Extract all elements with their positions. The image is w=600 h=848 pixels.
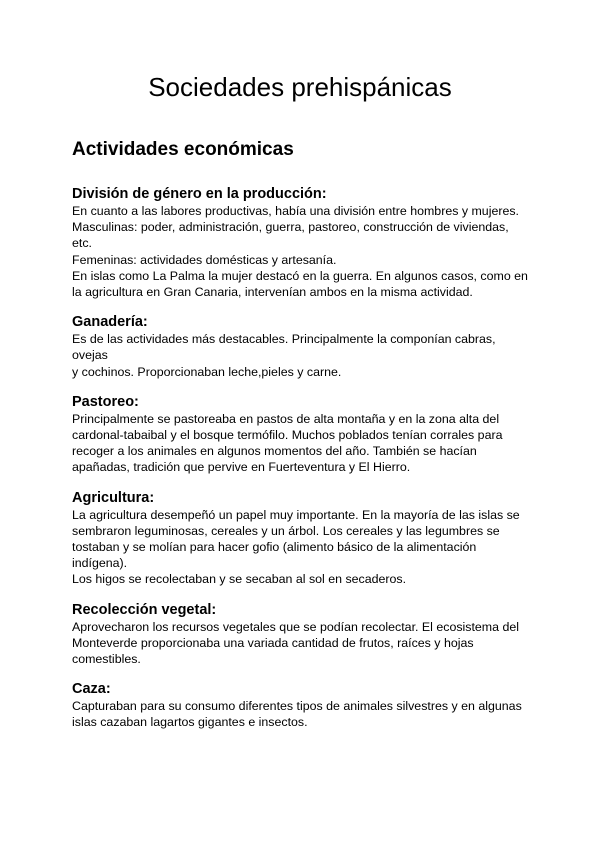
subsection-heading: Agricultura:: [72, 489, 155, 506]
paragraph-line: En islas como La Palma la mujer destacó en la guerra. En algunos casos, como en: [72, 268, 528, 283]
paragraph-line: islas cazaban lagartos gigantes e insectos.: [72, 715, 308, 730]
paragraph-line: apañadas, tradición que pervive en Fuerteventura y El Hierro.: [72, 460, 411, 475]
subsection-heading: Pastoreo:: [72, 393, 139, 410]
paragraph-line: comestibles.: [72, 652, 141, 667]
paragraph-line: y cochinos. Proporcionaban leche,pieles y carne.: [72, 364, 342, 379]
subsection-heading: Caza:: [72, 681, 111, 698]
paragraph-line: En cuanto a las labores productivas, había una división entre hombres y mujeres.: [72, 204, 520, 218]
subsection-caza: [72, 681, 528, 730]
paragraph-line: Femeninas: actividades domésticas y artesanía.: [72, 252, 337, 267]
paragraph-line: recoger a los animales en algunos momentos del año. También se hacían: [72, 444, 477, 459]
paragraph-line: Masculinas: poder, administración, guerra, pastoreo, construcción de viviendas, etc.: [72, 220, 509, 251]
paragraph-line: Aprovecharon los recursos vegetales que se podían recolectar. El ecosistema del: [72, 619, 520, 634]
subsection-heading: División de género en la producción:: [72, 186, 327, 202]
subsection-ganaderia: [72, 314, 528, 380]
subsection-division-genero: [72, 186, 528, 300]
subsection-heading: Recolección vegetal:: [72, 601, 217, 618]
paragraph-line: Principalmente se pastoreaba en pastos de alta montaña y en la zona alta del: [72, 411, 500, 426]
section-title: Actividades económicas: [72, 139, 294, 160]
subsection-pastoreo: [72, 394, 528, 476]
paragraph-line: Es de las actividades más destacables. Principalmente la componían cabras, ovejas: [72, 332, 496, 363]
paragraph-line: Monteverde proporcionaba una variada cantidad de frutos, raíces y hojas: [72, 635, 474, 650]
paragraph-line: La agricultura desempeñó un papel muy importante. En la mayoría de las islas se: [72, 507, 520, 522]
page-title: Sociedades prehispánicas: [148, 72, 452, 102]
paragraph-line: tostaban y se molían para hacer gofio (alimento básico de la alimentación indígena).: [72, 540, 477, 571]
paragraph-line: Capturaban para su consumo diferentes tipos de animales silvestres y en algunas: [72, 699, 522, 714]
subsection-recoleccion-vegetal: [72, 602, 528, 668]
subsection-agricultura: [72, 490, 528, 588]
paragraph-line: cardonal-tabaibal y el bosque termófilo. Muchos poblados tenían corrales para: [72, 428, 503, 443]
paragraph-line: la agricultura en Gran Canaria, intervenían ambos en la misma actividad.: [72, 285, 473, 300]
paragraph-line: Los higos se recolectaban y se secaban al sol en secaderos.: [72, 572, 407, 587]
paragraph-line: sembraron leguminosas, cereales y un árbol. Los cereales y las legumbres se: [72, 523, 500, 538]
subsection-heading: Ganadería:: [72, 314, 148, 331]
